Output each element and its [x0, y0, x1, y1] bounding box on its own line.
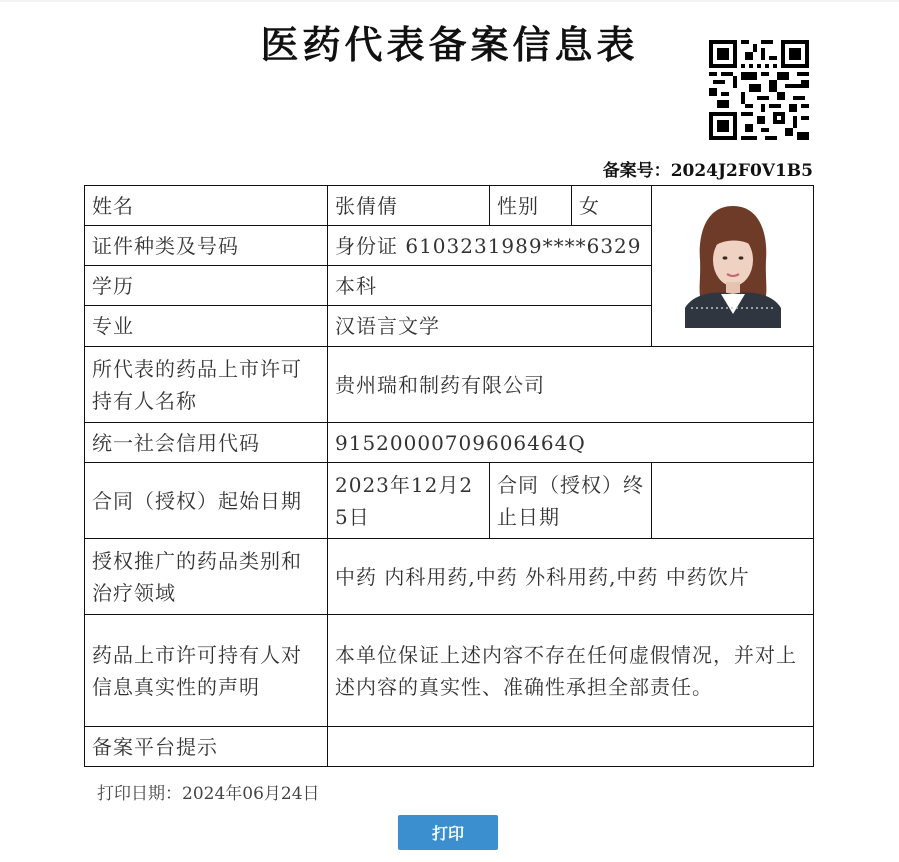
info-table — [84, 185, 814, 767]
gender-value: 女 — [572, 186, 652, 226]
page-title: 医药代表备案信息表 — [260, 22, 639, 67]
id-label: 证件种类及号码 — [85, 226, 328, 266]
photo-cell — [652, 186, 814, 347]
print-button[interactable]: 打印 — [398, 815, 498, 850]
major-value: 汉语言文学 — [328, 306, 652, 347]
category-label: 授权推广的药品类别和治疗领域 — [85, 539, 328, 615]
row-statement — [85, 615, 814, 727]
education-value: 本科 — [328, 266, 652, 306]
gender-label: 性别 — [490, 186, 572, 226]
row-contract-dates — [85, 463, 814, 539]
row-credit-code — [85, 423, 814, 463]
name-value: 张倩倩 — [328, 186, 490, 226]
credit-code-label: 统一社会信用代码 — [85, 423, 328, 463]
top-divider — [0, 0, 899, 2]
holder-label: 所代表的药品上市许可持有人名称 — [85, 347, 328, 423]
category-value: 中药 内科用药,中药 外科用药,中药 中药饮片 — [328, 539, 814, 615]
statement-label: 药品上市许可持有人对信息真实性的声明 — [85, 615, 328, 727]
person-photo — [685, 196, 781, 328]
end-date-label: 合同（授权）终止日期 — [490, 463, 652, 539]
print-date: 打印日期：2024年06月24日 — [97, 784, 320, 804]
statement-value: 本单位保证上述内容不存在任何虚假情况，并对上述内容的真实性、准确性承担全部责任。 — [328, 615, 814, 727]
credit-code-value: 91520000709606464Q — [328, 423, 814, 463]
platform-tip-label: 备案平台提示 — [85, 727, 328, 767]
platform-tip-value — [328, 727, 814, 767]
start-date-label: 合同（授权）起始日期 — [85, 463, 328, 539]
education-label: 学历 — [85, 266, 328, 306]
id-value: 身份证 6103231989****6329 — [328, 226, 652, 266]
qr-code — [709, 40, 809, 140]
end-date-value — [652, 463, 814, 539]
name-label: 姓名 — [85, 186, 328, 226]
row-category — [85, 539, 814, 615]
start-date-value: 2023年12月25日 — [328, 463, 490, 539]
major-label: 专业 — [85, 306, 328, 347]
row-name — [85, 186, 814, 226]
record-number-value: 2024J2F0V1B5 — [670, 161, 813, 181]
record-number — [603, 156, 813, 181]
holder-value: 贵州瑞和制药有限公司 — [328, 347, 814, 423]
row-platform-tip — [85, 727, 814, 767]
record-number-label: 备案号： — [602, 161, 671, 181]
row-holder — [85, 347, 814, 423]
